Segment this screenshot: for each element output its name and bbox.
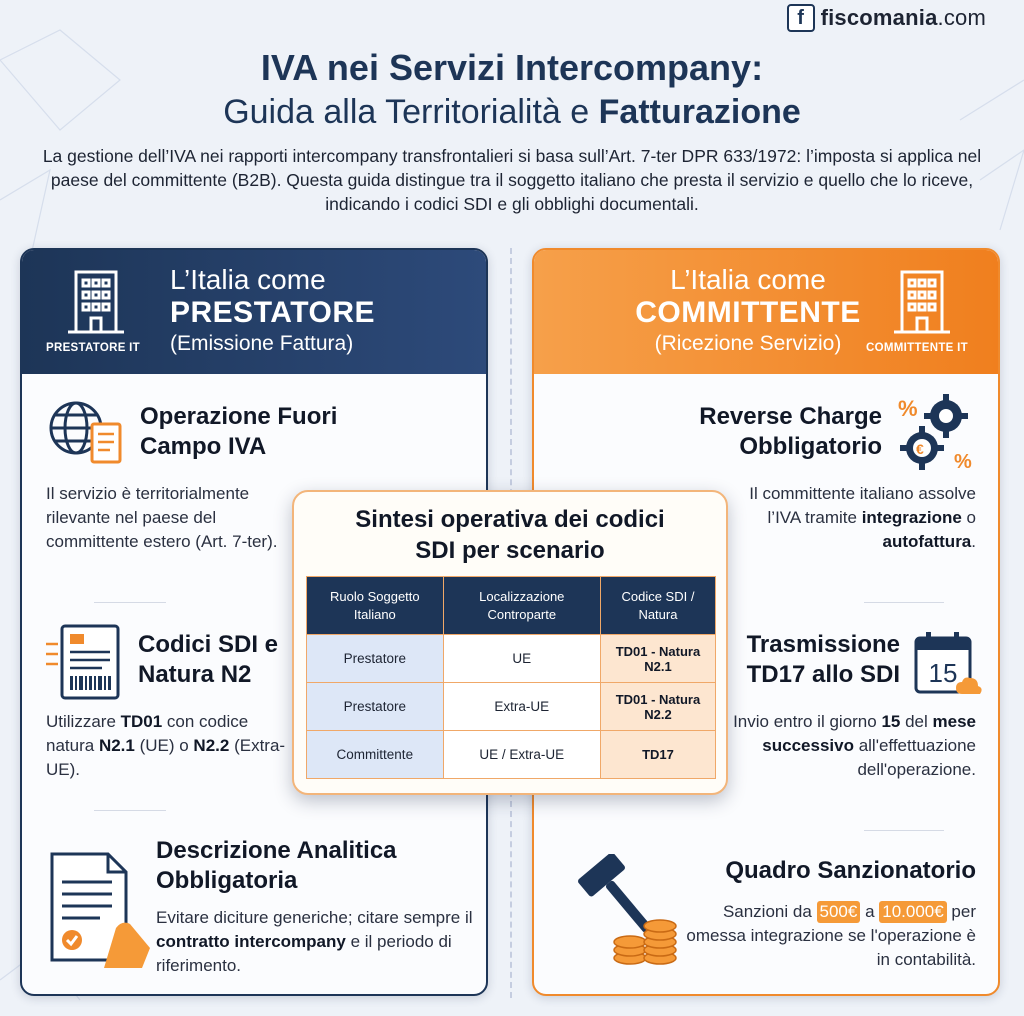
panel-committente-header bbox=[534, 250, 998, 374]
section-title-sanzioni: Quadro Sanzionatorio bbox=[725, 857, 976, 884]
section-title-descrizione: Descrizione Analitica Obbligatoria bbox=[156, 837, 397, 894]
committente-icon-label: COMMITTENTE IT bbox=[866, 342, 968, 354]
brand-logo-icon: f bbox=[787, 4, 815, 32]
table-cell: Extra-UE bbox=[443, 683, 600, 731]
divider bbox=[94, 810, 166, 811]
divider bbox=[864, 602, 944, 603]
table-cell: TD17 bbox=[600, 731, 715, 779]
heading-line-3: (Ricezione Servizio) bbox=[654, 332, 842, 355]
brand-name: fiscomania.com bbox=[820, 5, 986, 30]
table-cell: TD01 - Natura N2.1 bbox=[600, 635, 715, 683]
table-cell: Committente bbox=[307, 731, 444, 779]
section-title-reverse-charge: Reverse Charge Obbligatorio bbox=[699, 403, 882, 460]
heading-line-2: PRESTATORE bbox=[170, 296, 376, 329]
heading-line-1: L’Italia come bbox=[670, 264, 826, 295]
divider bbox=[864, 830, 944, 831]
section-body-td17: Invio entro il giorno 15 del mese successivo all'effettuazione dell'operazione. bbox=[733, 712, 976, 779]
panel-prestatore-heading bbox=[170, 264, 375, 358]
panel-prestatore-header bbox=[22, 250, 486, 374]
title-line-1: IVA nei Servizi Intercompany: bbox=[260, 47, 764, 88]
table-cell: TD01 - Natura N2.2 bbox=[600, 683, 715, 731]
table-row bbox=[307, 731, 716, 779]
panel-committente-heading bbox=[628, 264, 868, 358]
table-cell: Prestatore bbox=[307, 635, 444, 683]
page-title bbox=[0, 46, 1024, 134]
table-header: Ruolo Soggetto Italiano bbox=[307, 577, 444, 635]
gears-percent-euro-icon bbox=[894, 394, 978, 474]
table-row bbox=[307, 683, 716, 731]
section-body-sanzioni: Sanzioni da 500€ a 10.000€ per omessa integrazione se l'operazione è in contabilità. bbox=[686, 902, 976, 969]
section-body-descrizione: Evitare diciture generiche; citare sempre il contratto intercompany e il periodo di riferimento. bbox=[156, 908, 473, 975]
building-icon bbox=[892, 268, 952, 336]
title-line-2: Guida alla Territorialità e Fatturazione bbox=[223, 93, 801, 131]
heading-line-3: (Emissione Fattura) bbox=[170, 332, 354, 355]
table-cell: UE bbox=[443, 635, 600, 683]
sdi-table bbox=[306, 576, 716, 779]
section-body-reverse-charge: Il committente italiano assolve l’IVA tramite integrazione o autofattura. bbox=[749, 484, 976, 551]
table-cell: Prestatore bbox=[307, 683, 444, 731]
section-title-codici-sdi: Codici SDI e Natura N2 bbox=[138, 631, 279, 688]
brand bbox=[787, 4, 986, 32]
summary-title: Sintesi operativa dei codici SDI per scenario bbox=[355, 506, 665, 564]
amount-max-badge: 10.000€ bbox=[879, 901, 946, 923]
amount-min-badge: 500€ bbox=[817, 901, 861, 923]
intro-text: La gestione dell’IVA nei rapporti intercompany transfrontalieri si basa sull’Art. 7-ter DPR 633/1972: l’imposta si applica nel paese del committente (B2B). Questa guida distingue tra il soggetto italiano che presta il servizio e quello che lo riceve, indicando i codici SDI e gli obblighi documentali. bbox=[42, 146, 982, 214]
building-icon bbox=[66, 268, 126, 336]
section-title-fuori-campo: Operazione Fuori Campo IVA bbox=[140, 403, 338, 460]
prestatore-icon-label: PRESTATORE IT bbox=[46, 342, 140, 354]
summary-card bbox=[292, 490, 728, 795]
heading-line-1: L’Italia come bbox=[170, 264, 326, 295]
calendar-15-icon bbox=[912, 628, 984, 700]
svg-text:15: 15 bbox=[928, 658, 958, 688]
divider bbox=[94, 602, 166, 603]
section-body-codici-sdi: Utilizzare TD01 con codice natura N2.1 (UE) o N2.2 (Extra-UE). bbox=[46, 712, 286, 779]
table-header: Codice SDI / Natura bbox=[600, 577, 715, 635]
section-body-fuori-campo: Il servizio è territorialmente rilevante nel paese del committente estero (Art. 7-ter). bbox=[46, 484, 278, 551]
globe-document-icon bbox=[46, 398, 126, 470]
document-check-hand-icon bbox=[46, 850, 156, 970]
invoice-barcode-icon bbox=[44, 622, 128, 702]
svg-text:%: % bbox=[898, 396, 918, 421]
table-cell: UE / Extra-UE bbox=[443, 731, 600, 779]
table-header-row bbox=[307, 577, 716, 635]
svg-text:€: € bbox=[916, 441, 924, 457]
svg-text:%: % bbox=[954, 451, 972, 473]
heading-line-2: COMMITTENTE bbox=[635, 296, 861, 329]
table-row bbox=[307, 635, 716, 683]
section-title-td17: Trasmissione TD17 allo SDI bbox=[746, 631, 900, 688]
gavel-coins-icon bbox=[554, 854, 678, 970]
table-header: Localizzazione Controparte bbox=[443, 577, 600, 635]
